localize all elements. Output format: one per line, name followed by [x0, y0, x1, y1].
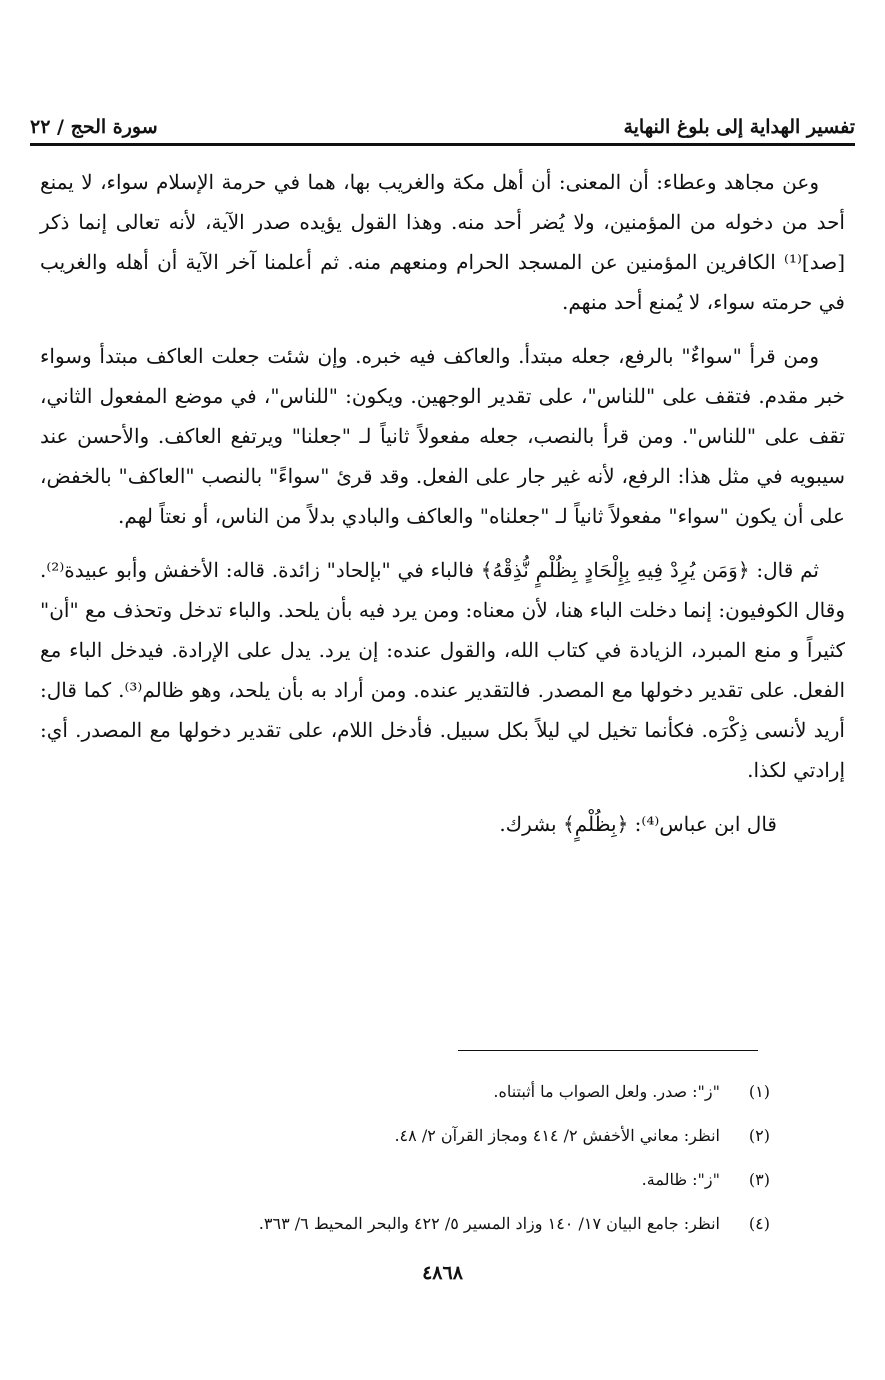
footnote-number: (٢) — [748, 1126, 770, 1145]
footnote-text: "ز": ظالمة. — [641, 1170, 720, 1189]
main-text — [40, 162, 845, 858]
paragraph: ثم قال: ﴿وَمَن يُرِدْ فِيهِ بِإِلْحَادٍ بِظُلْمٍ نُّذِقْهُ﴾ فالباء في "بإلحاد" زائدة. قاله: الأخفش وأبو عبيدة⁽²⁾. وقال الكوفيون: إنما دخلت الباء هنا، لأن معناه: ومن يرد فيه بأن يلحد. والباء تدخل وتحذف مع "أن" كثيراً و منع المبرد، الزيادة في كتاب الله، والقول عنده: إن يرد. يدل على الإرادة. فيدخل الباء مع الفعل. على تقدير دخولها مع المصدر. فالتقدير عنده. ومن أراد به بأن يلحد، وهو ظالم⁽³⁾. كما قال: أريد لأنسى ذِكْرَه. فكأنما تخيل لي ليلاً بكل سبيل. فأدخل اللام، على تقدير دخولها مع المصدر. أي: إرادتي لكذا. — [40, 558, 845, 782]
footnote-item — [60, 1114, 770, 1158]
footnote-rule — [458, 1050, 758, 1051]
header-rule — [30, 143, 855, 146]
footnote-text: انظر: معاني الأخفش ٢/ ٤١٤ ومجاز القرآن ٢/ ٤٨. — [394, 1126, 720, 1145]
footnote-text: "ز": صدر. ولعل الصواب ما أثبتناه. — [493, 1082, 720, 1101]
footnote-text: انظر: جامع البيان ١٧/ ١٤٠ وزاد المسير ٥/ ٤٢٢ والبحر المحيط ٦/ ٣٦٣. — [258, 1214, 720, 1233]
footnote-number: (١) — [748, 1082, 770, 1101]
paragraph: ومن قرأ "سواءٌ" بالرفع، جعله مبتدأ. والعاكف فيه خبره. وإن شئت جعلت العاكف مبتدأ وسواء خبر مقدم. فتقف على "للناس"، على تقدير الوجهين. ويكون: "للناس"، في موضع المفعول الثاني، تقف على "للناس". ومن قرأ بالنصب، جعله مفعولاً ثانياً لـ "جعلنا" ويرتفع العاكف. والأحسن عند سيبويه في مثل هذا: الرفع، لأنه غير جار على الفعل. وقد قرئ "سواءً" بالنصب "العاكف" بالخفض، على أن يكون "سواء" مفعولاً ثانياً لـ "جعلناه" والعاكف والبادي بدلاً من الناس، أو نعتاً لهم. — [40, 344, 845, 528]
footnote-item — [60, 1070, 770, 1114]
paragraph: وعن مجاهد وعطاء: أن المعنى: أن أهل مكة والغريب بها، هما في حرمة الإسلام سواء، لا يمنع أحد من دخوله من المؤمنين، ولا يُضر أحد منه. وهذا القول يؤيده صدر الآية، لأنه تعالى إنما ذكر [صد]⁽¹⁾ الكافرين المؤمنين عن المسجد الحرام ومنعهم منه. ثم أعلمنا آخر الآية أن أهله والغريب في حرمته سواء، لا يُمنع أحد منهم. — [40, 170, 845, 314]
running-header — [30, 102, 855, 138]
footnote-number: (٤) — [748, 1214, 770, 1233]
page-number: ٤٨٦٨ — [422, 1262, 463, 1284]
paragraph: قال ابن عباس⁽⁴⁾: ﴿بِظُلْمٍ﴾ بشرك. — [499, 812, 777, 836]
footnote-item — [60, 1202, 770, 1246]
book-title: تفسير الهداية إلى بلوغ النهاية — [623, 116, 855, 138]
footnote-item — [60, 1158, 770, 1202]
footnotes — [60, 1070, 770, 1246]
surah-info: سورة الحج / ٢٢ — [30, 116, 158, 138]
footnote-number: (٣) — [748, 1170, 770, 1189]
